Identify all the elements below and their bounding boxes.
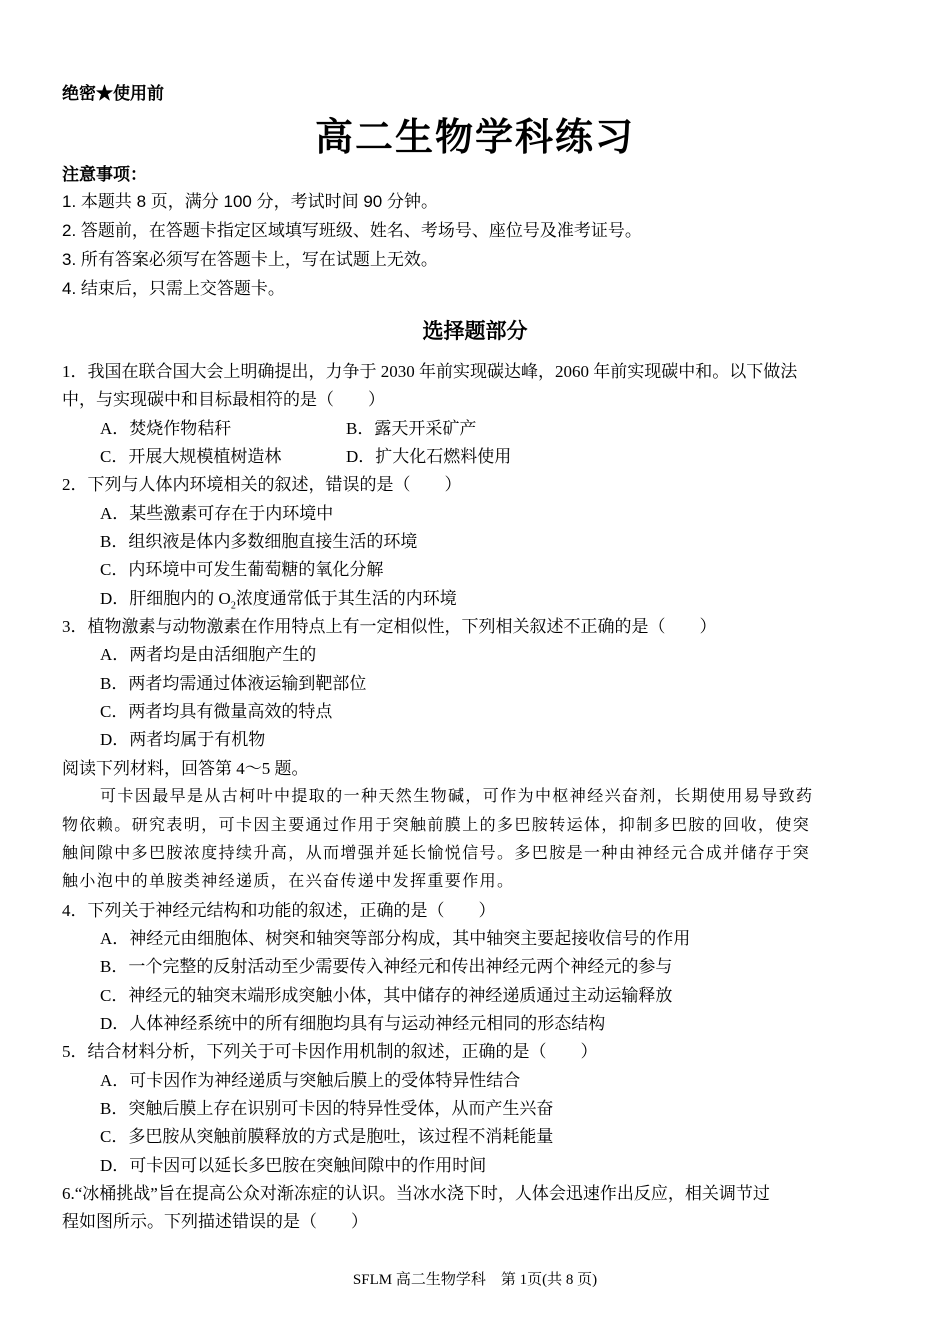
- q5-option-a: A．可卡因作为神经递质与突触后膜上的受体特异性结合: [100, 1070, 521, 1090]
- material-intro: 阅读下列材料，回答第 4～5 题。: [62, 758, 309, 778]
- page-footer: SFLM 高二生物学科 第 1页(共 8 页): [352, 1272, 598, 1288]
- page-title: 高二生物学科练习: [314, 117, 635, 159]
- q1-stem-line2: 中，与实现碳中和目标最相符的是（ ）: [62, 390, 385, 410]
- q2-option-c: C．内环境中可发生葡萄糖的氧化分解: [100, 560, 384, 580]
- q6-stem-line2: 程如图所示。下列描述错误的是（ ）: [62, 1212, 368, 1232]
- q2-option-a: A．某些激素可存在于内环境中: [100, 503, 334, 523]
- q1-option-c: C．开展大规模植树造林: [100, 447, 282, 467]
- notes-item: 1. 本题共 8 页，满分 100 分，考试时间 90 分钟。: [62, 192, 438, 211]
- q2-option-d-subscript: 2: [230, 600, 236, 612]
- q1-option-b: B．露天开采矿产: [346, 418, 477, 438]
- notes-item: 2. 答题前，在答题卡指定区域填写班级、姓名、考场号、座位号及准考证号。: [62, 221, 642, 240]
- q2-option-d: [62, 585, 890, 613]
- q4-stem: 4．下列关于神经元结构和功能的叙述，正确的是（ ）: [62, 900, 496, 920]
- confidential-label: 绝密★使用前: [62, 84, 164, 103]
- q3-option-b: B．两者均需通过体液运输到靶部位: [100, 673, 367, 693]
- questions: [62, 358, 890, 1237]
- material-line: 触间隙中多巴胺浓度持续升高，从而增强并延长愉悦信号。多巴胺是一种由神经元合成并储存于突: [62, 844, 811, 862]
- q5-option-c: C．多巴胺从突触前膜释放的方式是胞吐，该过程不消耗能量: [100, 1127, 554, 1147]
- material-line: 物依赖。研究表明，可卡因主要通过作用于突触前膜上的多巴胺转运体，抑制多巴胺的回收，使突: [62, 816, 811, 834]
- q3-stem: 3．植物激素与动物激素在作用特点上有一定相似性，下列相关叙述不正确的是（ ）: [62, 617, 717, 637]
- q2-stem: 2．下列与人体内环境相关的叙述，错误的是（ ）: [62, 475, 462, 495]
- material-line: 可卡因最早是从古柯叶中提取的一种天然生物碱，可作为中枢神经兴奋剂，长期使用易导致药: [100, 788, 814, 806]
- q2-option-d-text: D．肝细胞内的 O: [100, 588, 231, 608]
- q3-option-d: D．两者均属于有机物: [100, 730, 266, 750]
- q4-option-c: C．神经元的轴突末端形成突触小体，其中储存的神经递质通过主动运输释放: [100, 985, 673, 1005]
- q3-option-c: C．两者均具有微量高效的特点: [100, 702, 333, 722]
- q1-stem-line1: 1．我国在联合国大会上明确提出，力争于 2030 年前实现碳达峰，2060 年前实现碳中和。以下做法: [62, 362, 798, 381]
- q6-stem-line1: 6.“冰桶挑战”旨在提高公众对渐冻症的认识。当冰水浇下时，人体会迅速作出反应，相关调节过: [62, 1183, 770, 1203]
- q3-option-a: A．两者均是由活细胞产生的: [100, 645, 317, 665]
- material-line: 触小泡中的单胺类神经递质，在兴奋传递中发挥重要作用。: [62, 873, 515, 891]
- q5-stem: 5．结合材料分析，下列关于可卡因作用机制的叙述，正确的是（ ）: [62, 1042, 598, 1062]
- q5-option-d: D．可卡因可以延长多巴胺在突触间隙中的作用时间: [100, 1155, 487, 1175]
- notes-block: [62, 162, 642, 303]
- q4-option-d: D．人体神经系统中的所有细胞均具有与运动神经元相同的形态结构: [100, 1013, 606, 1033]
- notes-item: 4. 结束后，只需上交答题卡。: [62, 279, 285, 298]
- q1-option-d: D．扩大化石燃料使用: [346, 447, 512, 467]
- q2-option-d-text-end: 浓度通常低于其生活的内环境: [235, 588, 457, 608]
- q5-option-b: B．突触后膜上存在识别可卡因的特异性受体，从而产生兴奋: [100, 1098, 554, 1118]
- q4-option-b: B．一个完整的反射活动至少需要传入神经元和传出神经元两个神经元的参与: [100, 957, 673, 977]
- notes-item: 3. 所有答案必须写在答题卡上，写在试题上无效。: [62, 250, 438, 269]
- q1-options-row2: [62, 443, 890, 471]
- q2-option-b: B．组织液是体内多数细胞直接生活的环境: [100, 532, 418, 552]
- q4-option-a: A．神经元由细胞体、树突和轴突等部分构成，其中轴突主要起接收信号的作用: [100, 928, 691, 948]
- section-title: 选择题部分: [422, 320, 528, 343]
- q1-option-a: A．焚烧作物秸秆: [100, 418, 232, 438]
- notes-heading: 注意事项：: [62, 165, 147, 184]
- q1-options-row1: [62, 415, 890, 443]
